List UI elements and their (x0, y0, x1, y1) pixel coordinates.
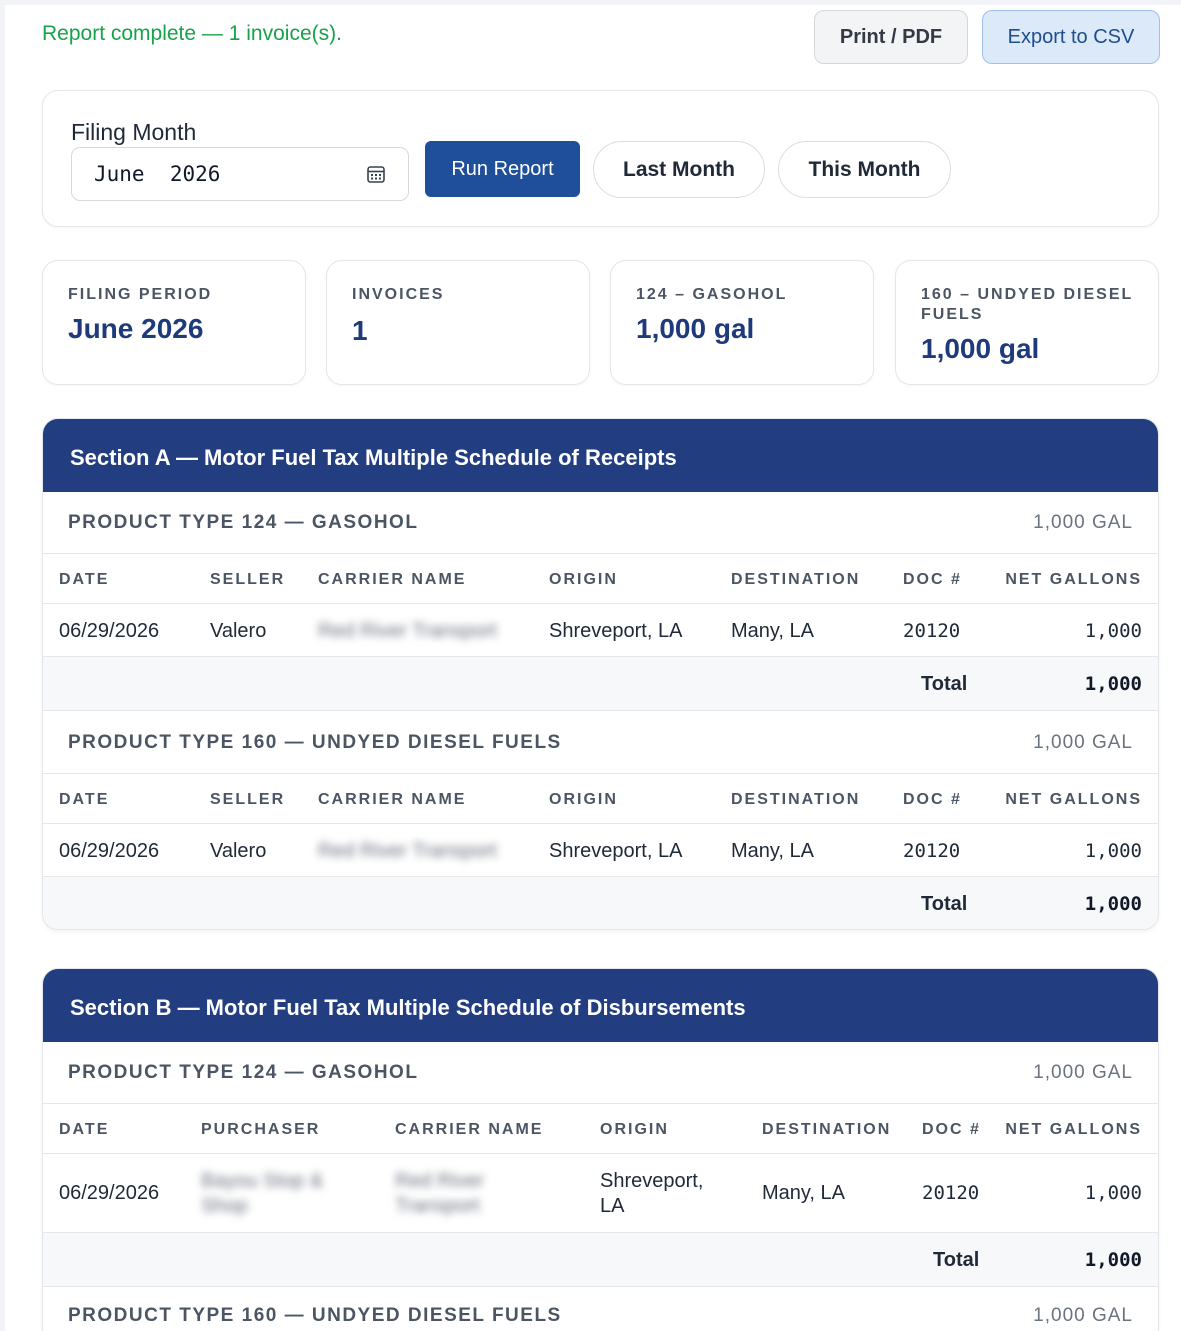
export-csv-button[interactable]: Export to CSV (982, 10, 1160, 64)
table-header (43, 554, 1158, 604)
total-row (43, 877, 1158, 930)
stat-card-undyed-diesel (895, 260, 1159, 385)
cell-net-gallons: 1,000 (1084, 1182, 1142, 1204)
cell-seller: Valero (210, 840, 267, 862)
section-header (43, 969, 1158, 1042)
column-header-seller: SELLER (210, 791, 286, 808)
product-type-total: 1,000 GAL (1033, 512, 1133, 533)
column-header-purchaser: PURCHASER (201, 1121, 321, 1138)
product-type-header (43, 1287, 1158, 1331)
total-row (43, 1233, 1158, 1287)
column-header-origin: ORIGIN (549, 571, 618, 588)
section-header (43, 419, 1158, 492)
cell-net-gallons: 1,000 (1084, 620, 1142, 642)
cell-carrier-line1-redacted: Red River (395, 1170, 484, 1192)
filing-month-label: Filing Month (71, 119, 197, 145)
column-header-net-gallons: NET GALLONS (1005, 571, 1142, 588)
cell-destination: Many, LA (762, 1182, 845, 1204)
table-header (43, 774, 1158, 824)
cell-doc: 20120 (903, 620, 961, 642)
product-type-name: PRODUCT TYPE 160 — UNDYED DIESEL FUELS (68, 732, 562, 753)
product-type-header (43, 712, 1158, 774)
column-header-destination: DESTINATION (731, 791, 861, 808)
cell-carrier-redacted: Red River Transport (318, 840, 497, 862)
product-type-name: PRODUCT TYPE 124 — GASOHOL (68, 1062, 419, 1083)
stat-label: 124 – GASOHOL (636, 286, 788, 303)
column-header-doc: DOC # (922, 1121, 981, 1138)
cell-destination: Many, LA (731, 840, 814, 862)
section-a-receipts (42, 418, 1159, 930)
column-header-carrier: CARRIER NAME (395, 1121, 544, 1138)
cell-date: 06/29/2026 (59, 620, 160, 642)
column-header-carrier: CARRIER NAME (318, 791, 467, 808)
this-month-button[interactable]: This Month (778, 141, 951, 198)
cell-origin-line1: Shreveport, (600, 1170, 704, 1192)
section-title: Section A — Motor Fuel Tax Multiple Schedule of Receipts (70, 445, 677, 470)
total-value: 1,000 (1084, 673, 1142, 695)
run-report-button[interactable]: Run Report (425, 141, 580, 197)
cell-date: 06/29/2026 (59, 1182, 160, 1204)
cell-purchaser-line1-redacted: Bayou Stop & (201, 1170, 324, 1192)
product-type-name: PRODUCT TYPE 124 — GASOHOL (68, 512, 419, 533)
stat-card-filing-period (42, 260, 306, 385)
table-row[interactable] (43, 1154, 1158, 1233)
total-row (43, 657, 1158, 711)
filter-panel (42, 90, 1159, 227)
stat-value: 1,000 gal (921, 333, 1040, 364)
stat-value: June 2026 (68, 313, 204, 344)
cell-destination: Many, LA (731, 620, 814, 642)
stat-value: 1,000 gal (636, 313, 755, 344)
cell-date: 06/29/2026 (59, 840, 160, 862)
column-header-origin: ORIGIN (549, 791, 618, 808)
stat-card-invoices (326, 260, 590, 385)
column-header-destination: DESTINATION (731, 571, 861, 588)
status-message: Report complete — 1 invoice(s). (42, 22, 342, 45)
product-type-total: 1,000 GAL (1033, 732, 1133, 753)
cell-doc: 20120 (922, 1182, 980, 1204)
section-title: Section B — Motor Fuel Tax Multiple Schedule of Disbursements (70, 995, 746, 1020)
column-header-seller: SELLER (210, 571, 286, 588)
product-type-header (43, 1042, 1158, 1104)
cell-seller: Valero (210, 620, 267, 642)
section-b-disbursements (42, 968, 1159, 1331)
column-header-carrier: CARRIER NAME (318, 571, 467, 588)
total-label: Total (921, 673, 968, 695)
column-header-date: DATE (59, 1121, 110, 1138)
column-header-doc: DOC # (903, 571, 962, 588)
total-label: Total (933, 1249, 980, 1271)
column-header-destination: DESTINATION (762, 1121, 892, 1138)
cell-origin-line2: LA (600, 1195, 625, 1217)
product-type-name: PRODUCT TYPE 160 — UNDYED DIESEL FUELS (68, 1305, 562, 1326)
cell-carrier-line2-redacted: Transport (395, 1195, 480, 1217)
cell-carrier-redacted: Red River Transport (318, 620, 497, 642)
table-header (43, 1104, 1158, 1154)
total-label: Total (921, 893, 968, 915)
table-row[interactable] (43, 604, 1158, 657)
product-type-header (43, 492, 1158, 554)
stat-value: 1 (352, 315, 368, 346)
calendar-icon[interactable] (366, 164, 386, 184)
total-value: 1,000 (1084, 1249, 1142, 1271)
column-header-net-gallons: NET GALLONS (1005, 1121, 1142, 1138)
product-type-total: 1,000 GAL (1033, 1062, 1133, 1083)
last-month-button[interactable]: Last Month (593, 141, 765, 198)
product-type-total: 1,000 GAL (1033, 1305, 1133, 1326)
cell-origin: Shreveport, LA (549, 840, 683, 862)
column-header-net-gallons: NET GALLONS (1005, 791, 1142, 808)
column-header-date: DATE (59, 571, 110, 588)
stat-label: INVOICES (352, 286, 445, 303)
column-header-doc: DOC # (903, 791, 962, 808)
stat-label: 160 – UNDYED DIESEL FUELS (921, 286, 1133, 323)
cell-net-gallons: 1,000 (1084, 840, 1142, 862)
stat-card-gasohol (610, 260, 874, 385)
total-value: 1,000 (1084, 893, 1142, 915)
page-left-edge (0, 0, 5, 1331)
cell-purchaser-line2-redacted: Shop (201, 1195, 248, 1217)
page-top-edge (0, 0, 1181, 5)
filing-month-value: June 2026 (94, 162, 221, 186)
column-header-origin: ORIGIN (600, 1121, 669, 1138)
table-row[interactable] (43, 824, 1158, 877)
print-pdf-button[interactable]: Print / PDF (814, 10, 968, 64)
cell-doc: 20120 (903, 840, 961, 862)
column-header-date: DATE (59, 791, 110, 808)
filing-month-input[interactable] (71, 147, 409, 201)
stat-label: FILING PERIOD (68, 286, 213, 303)
cell-origin: Shreveport, LA (549, 620, 683, 642)
